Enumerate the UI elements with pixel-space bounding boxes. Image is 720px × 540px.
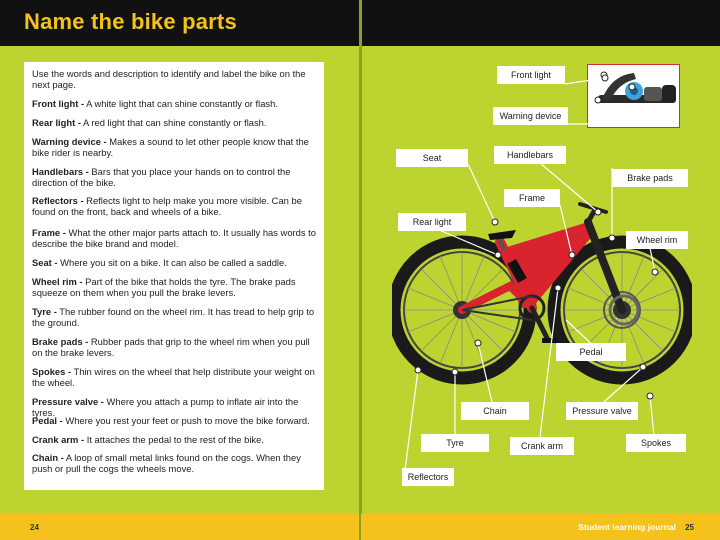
term-front-light: Front light - A white light that can shine constantly or flash. — [32, 98, 278, 109]
label-front-light: Front light — [497, 66, 565, 84]
term-chain: Chain - A loop of small metal links found on the cogs. When they push or pull the cogs the wheels move. — [32, 452, 301, 474]
term-rear-light: Rear light - A red light that can shine constantly or flash. — [32, 117, 267, 128]
marker-frame — [569, 252, 575, 258]
term-reflectors: Reflectors - Reflects light to help make you more visible. Can be found on the front, back and wheels of a bike. — [32, 195, 302, 217]
term-pedal: Pedal - Where you rest your feet or push to move the bike forward. — [32, 415, 310, 426]
term-seat: Seat - Where you sit on a bike. It can also be called a saddle. — [32, 257, 287, 268]
leader-crank-arm — [540, 288, 558, 437]
marker-pressure-valve — [640, 364, 646, 370]
page-number-left: 24 — [30, 523, 39, 532]
marker-crank-arm — [555, 285, 561, 291]
term-crank-arm: Crank arm - It attaches the pedal to the rest of the bike. — [32, 434, 264, 445]
label-rear-light: Rear light — [398, 213, 466, 231]
marker-seat — [492, 219, 498, 225]
leader-pressure-valve — [604, 367, 643, 402]
marker-warning-device — [595, 97, 601, 103]
marker-reflectors — [415, 367, 421, 373]
marker-front-light — [602, 75, 608, 81]
leader-frame — [560, 205, 572, 255]
term-wheel-rim: Wheel rim - Part of the bike that holds the tyre. The brake pads squeeze on them when you pull the brake levers. — [32, 276, 296, 298]
term-frame: Frame - What the other major parts attach to. It usually has words to describe the bike brand and model. — [32, 227, 316, 249]
label-brake-pads: Brake pads — [612, 169, 688, 187]
page-title: Name the bike parts — [24, 9, 237, 34]
leader-wheel-rim — [650, 248, 655, 272]
marker-rear-light — [495, 252, 501, 258]
page-number-right: 25 — [685, 523, 694, 532]
term-warning-device: Warning device - Makes a sound to let other people know that the bike rider is nearby. — [32, 136, 309, 158]
marker-tyre — [452, 369, 458, 375]
right-footer — [361, 514, 720, 540]
journal-title: Student learning journal — [578, 522, 676, 532]
label-warning-device: Warning device — [493, 107, 568, 125]
label-handlebars: Handlebars — [494, 146, 566, 164]
label-seat: Seat — [396, 149, 468, 167]
label-pressure-valve: Pressure valve — [566, 402, 638, 420]
leader-reflectors — [405, 370, 418, 470]
term-pressure-valve: Pressure valve - Where you attach a pump to inflate air into the tyres. — [32, 396, 299, 418]
label-tyre: Tyre — [421, 434, 489, 452]
label-wheel-rim: Wheel rim — [626, 231, 688, 249]
leader-front-light — [565, 78, 605, 84]
marker-chain — [475, 340, 481, 346]
term-tyre: Tyre - The rubber found on the wheel rim. It has tread to help grip to the ground. — [32, 306, 315, 328]
marker-handlebars — [595, 209, 601, 215]
label-chain: Chain — [461, 402, 529, 420]
intro-text: Use the words and description to identify and label the bike on the next page. — [32, 68, 306, 90]
term-brake-pads: Brake pads - Rubber pads that grip to the wheel rim when you pull on the brake levers. — [32, 336, 310, 358]
leader-chain — [478, 343, 492, 402]
marker-brake-pads — [609, 235, 615, 241]
label-frame: Frame — [504, 189, 560, 207]
label-spokes: Spokes — [626, 434, 686, 452]
leader-seat — [468, 164, 495, 222]
term-spokes: Spokes - Thin wires on the wheel that help distribute your weight on the wheel. — [32, 366, 315, 388]
label-crank-arm: Crank arm — [510, 437, 574, 455]
leader-spokes — [650, 396, 654, 436]
marker-wheel-rim — [652, 269, 658, 275]
label-pedal: Pedal — [556, 343, 626, 361]
label-reflectors: Reflectors — [402, 468, 454, 486]
marker-spokes — [647, 393, 653, 399]
term-handlebars: Handlebars - Bars that you place your hands on to control the direction of the bike. — [32, 166, 291, 188]
